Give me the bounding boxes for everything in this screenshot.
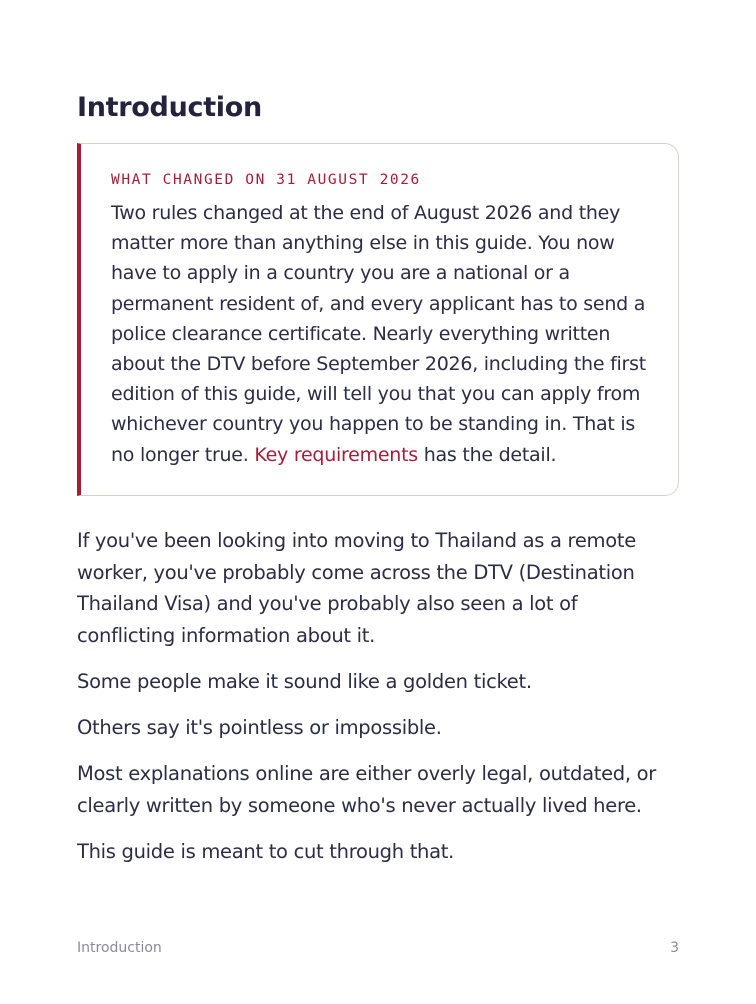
callout-body-text-end: has the detail.	[417, 443, 557, 466]
paragraph: If you've been looking into moving to Thailand as a remote worker, you've probably come across the DTV (Destination Thailand Visa) and you've probably also seen a lot of conflicting information about it.	[77, 529, 636, 647]
paragraph: Others say it's pointless or impossible.	[77, 715, 442, 739]
page-title: Introduction	[77, 92, 262, 123]
footer-section-name: Introduction	[77, 940, 162, 956]
body-text	[77, 525, 679, 882]
callout-box	[77, 143, 679, 496]
paragraph: Most explanations online are either overly legal, outdated, or clearly written by someone who's never actually lived here.	[77, 762, 656, 817]
callout-label: WHAT CHANGED ON 31 AUGUST 2026	[111, 172, 421, 188]
callout-body	[111, 198, 656, 470]
key-requirements-link[interactable]: Key requirements	[254, 443, 418, 466]
page-number: 3	[670, 940, 679, 956]
callout-body-text: Two rules changed at the end of August 2026 and they matter more than anything else in this guide. You now have to apply in a country you are a national or a permanent resident of, and every applicant has to send a police clearance certificate. Nearly everything written about the DTV before September 2026, including the first edition of this guide, will tell you that you can apply from whichever country you happen to be standing in. That is no longer true.	[111, 202, 646, 466]
paragraph: This guide is meant to cut through that.	[77, 839, 455, 863]
paragraph: Some people make it sound like a golden ticket.	[77, 669, 532, 693]
